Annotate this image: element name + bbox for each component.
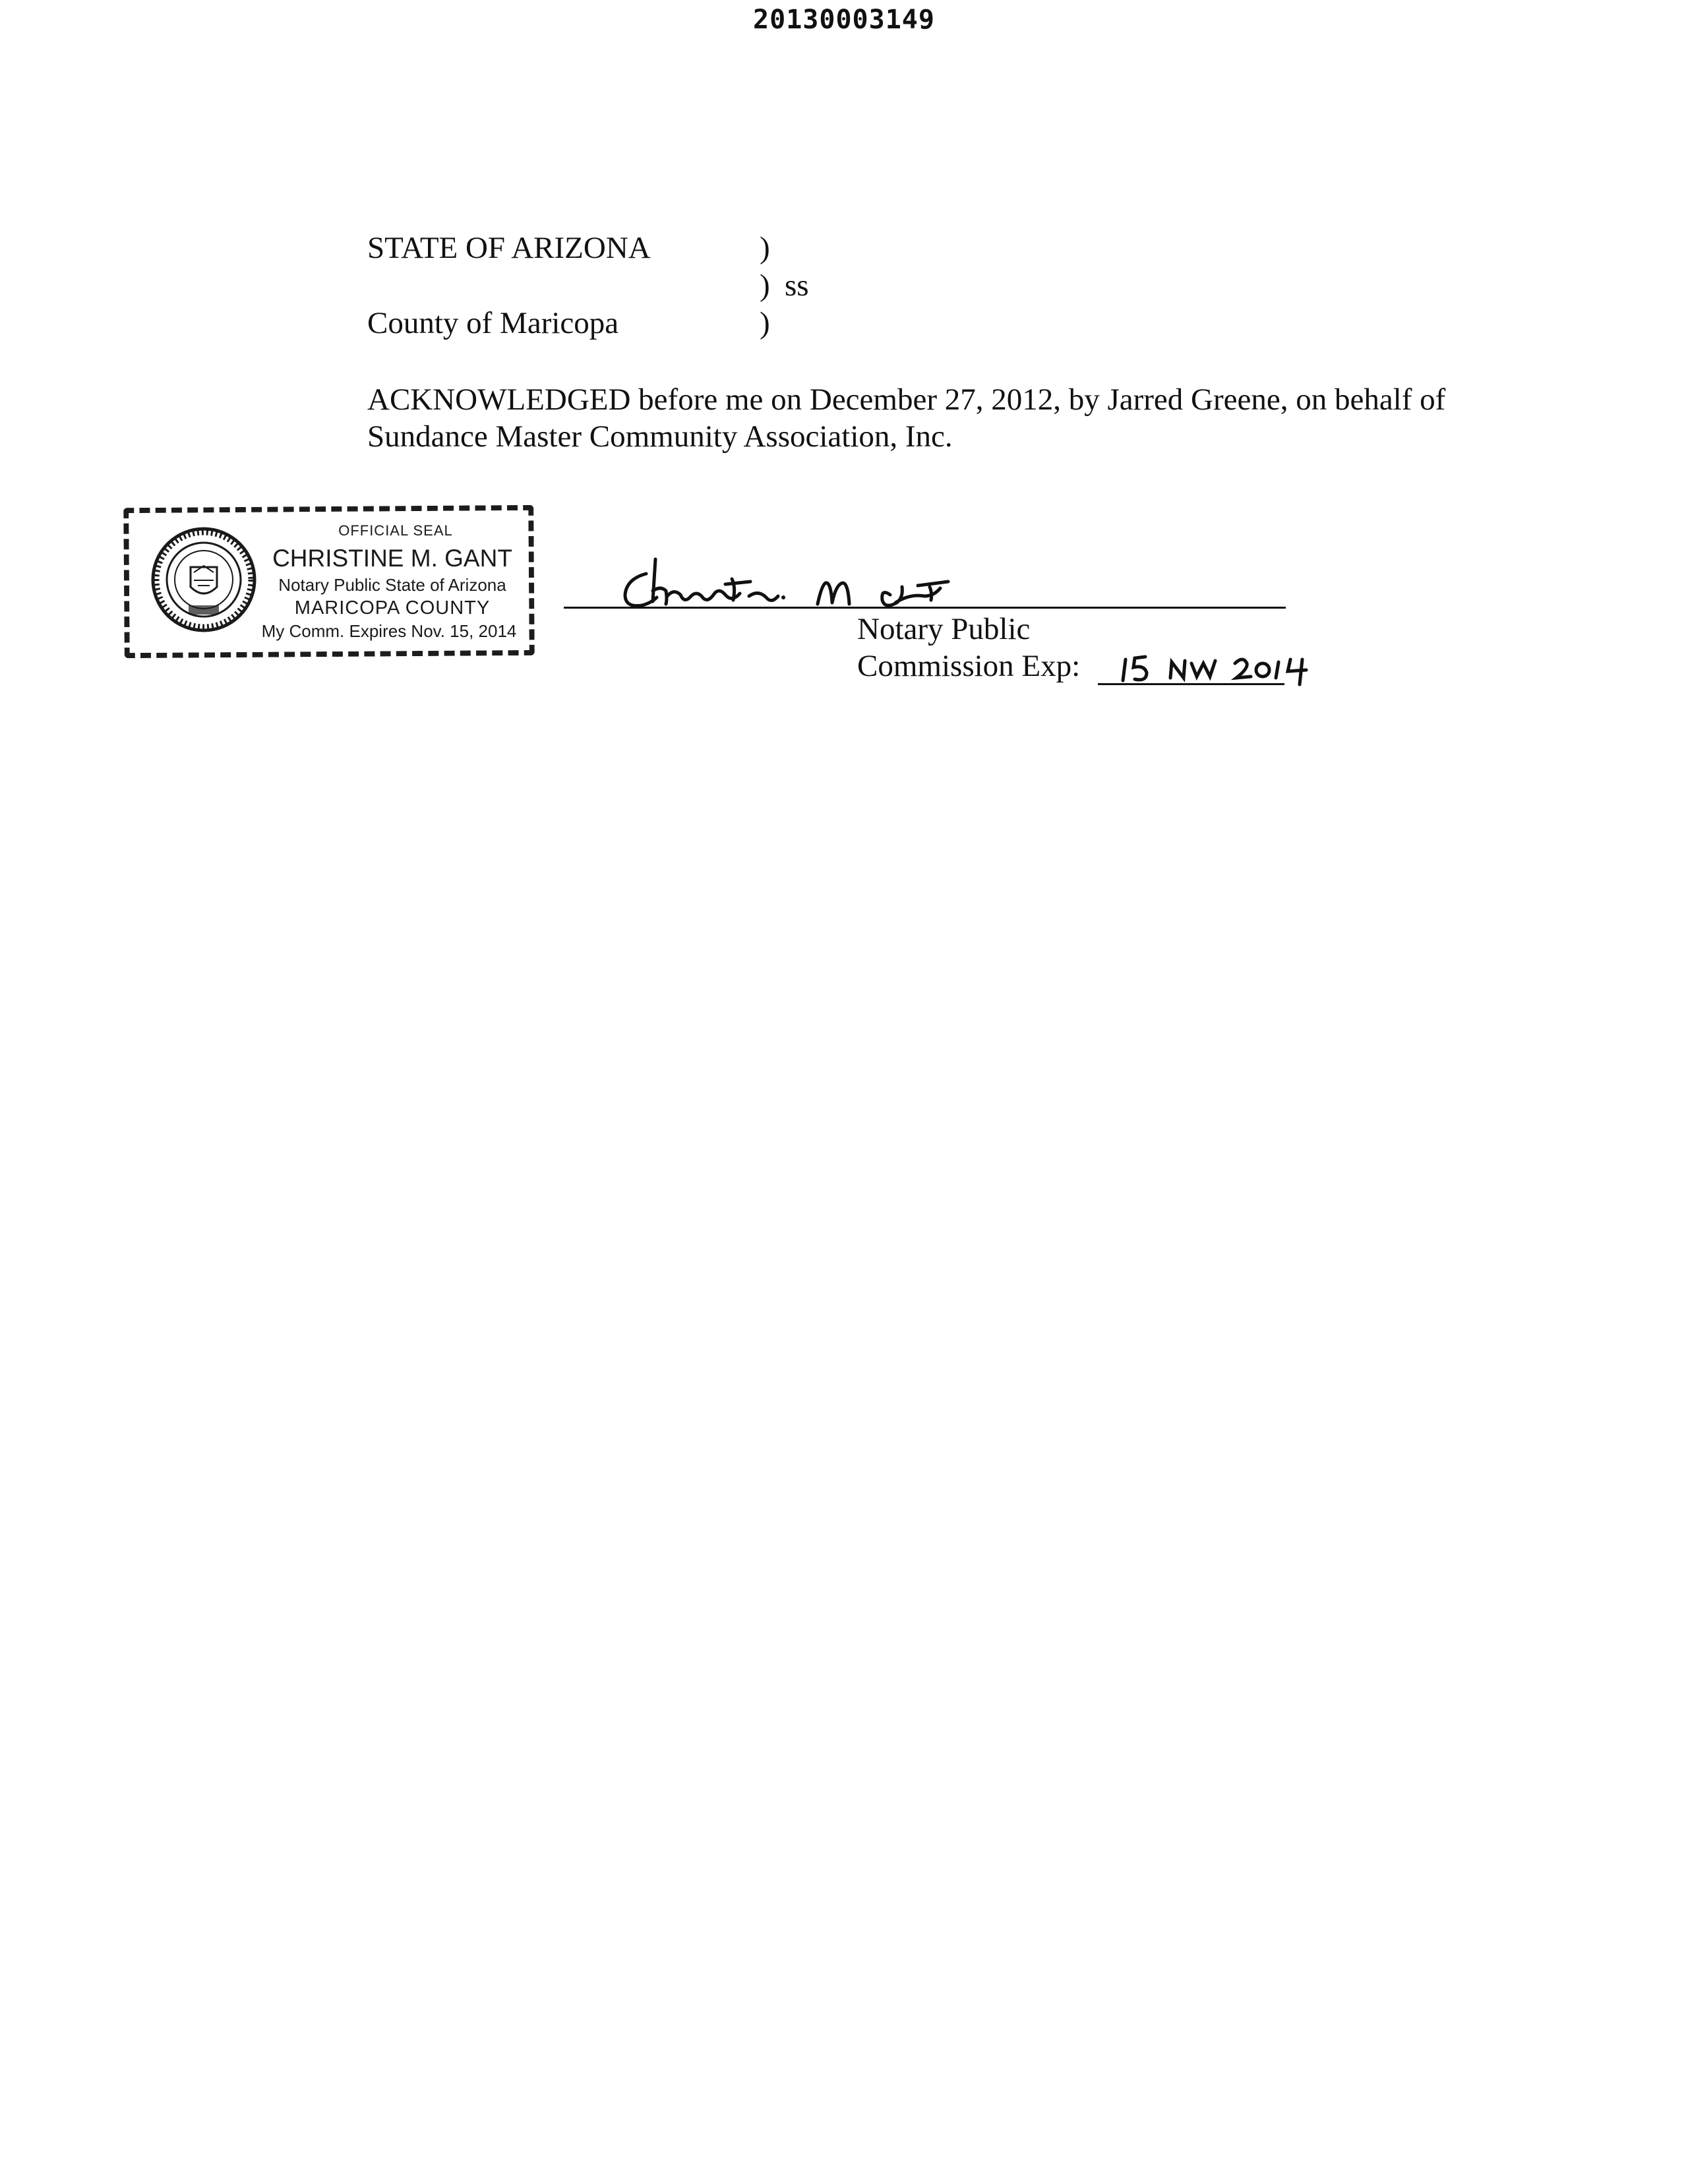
document-number: 20130003149 [753, 5, 935, 35]
acknowledgment-line-2: Sundance Master Community Association, Inc. [367, 419, 953, 454]
signature-line [564, 607, 1286, 609]
stamp-role: Notary Public State of Arizona [278, 575, 506, 595]
commission-date-handwritten [1118, 646, 1315, 688]
stamp-county: MARICOPA COUNTY [294, 597, 491, 619]
stamp-notary-name: CHRISTINE M. GANT [272, 545, 512, 572]
acknowledgment-line-1: ACKNOWLEDGED before me on December 27, 2012, by Jarred Greene, on behalf of [367, 382, 1446, 417]
stamp-expiration: My Comm. Expires Nov. 15, 2014 [261, 621, 517, 641]
commission-label: Commission Exp: [857, 649, 1081, 683]
stamp-heading: OFFICIAL SEAL [338, 522, 453, 539]
venue-paren: ) [760, 306, 770, 340]
venue-paren: ) [760, 231, 770, 265]
venue-state: STATE OF ARIZONA [367, 231, 651, 265]
venue-county: County of Maricopa [367, 306, 619, 340]
great-seal-of-arizona-icon [150, 526, 257, 633]
notary-title: Notary Public [857, 612, 1031, 646]
venue-paren: ) [760, 268, 770, 303]
notary-signature [620, 547, 989, 620]
venue-ss: ss [785, 268, 809, 303]
